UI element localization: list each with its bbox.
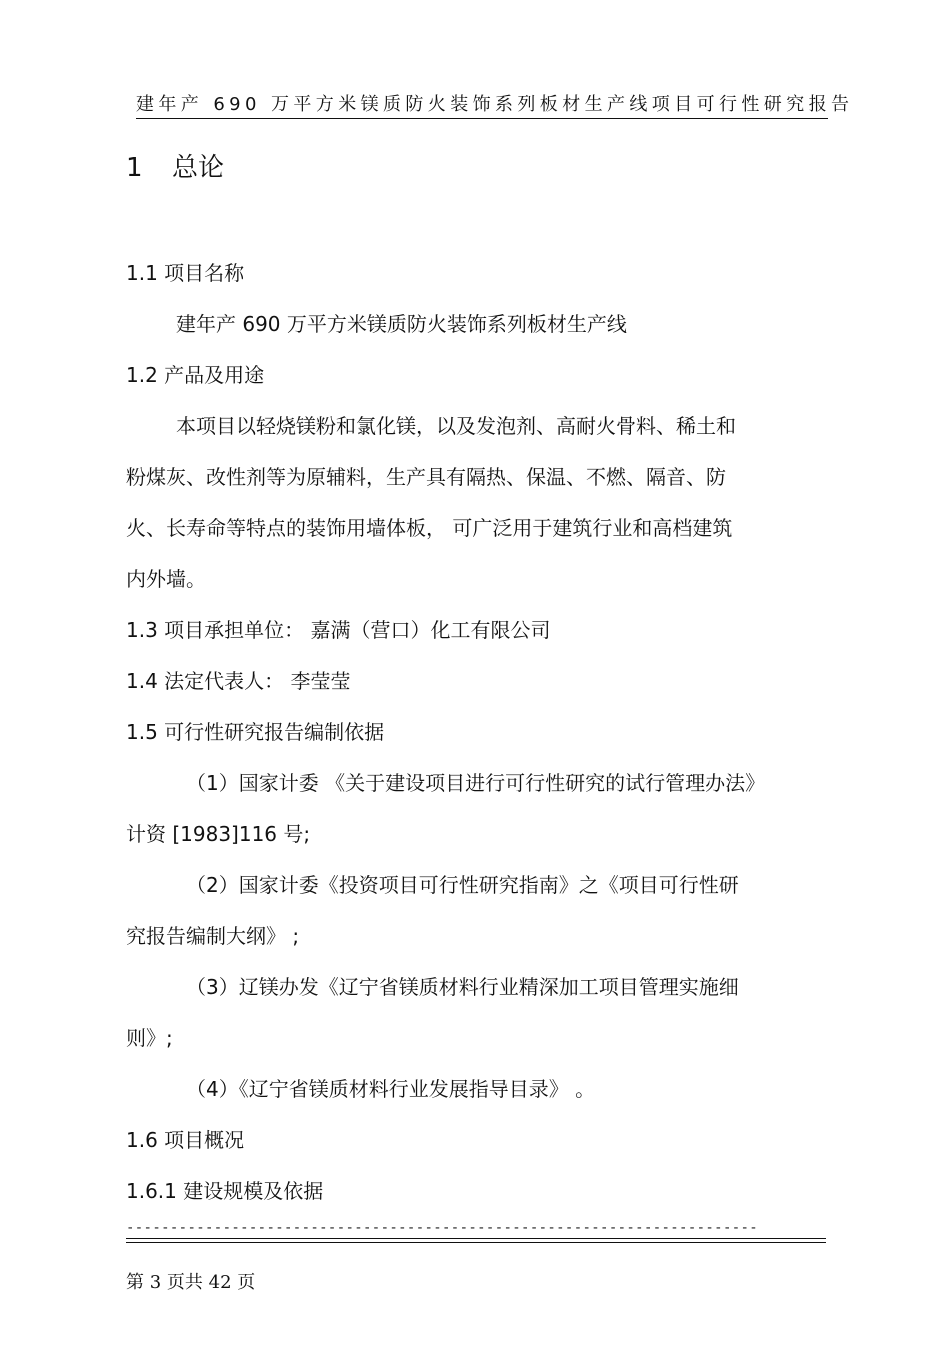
text-line: 1.6 项目概况 bbox=[126, 1128, 245, 1152]
text-line: 1.6.1 建设规模及依据 bbox=[126, 1179, 324, 1203]
text-line: 究报告编制大纲》 ; bbox=[126, 924, 300, 948]
page-number-footer: 第 3 页共 42 页 bbox=[126, 1272, 256, 1293]
footer-double-rule bbox=[126, 1238, 826, 1243]
text-line: （1）国家计委 《关于建设项目进行可行性研究的试行管理办法》 bbox=[186, 771, 766, 795]
text-line: 1.2 产品及用途 bbox=[126, 363, 265, 387]
dashed-separator: ------------------------------------------------------------------------ bbox=[126, 1220, 759, 1236]
text-line: 计资 [1983]116 号; bbox=[126, 822, 311, 846]
text-line: 1.4 法定代表人： 李莹莹 bbox=[126, 669, 351, 693]
text-line: 建年产 690 万平方米镁质防火装饰系列板材生产线 bbox=[176, 312, 627, 336]
text-line: 1.3 项目承担单位： 嘉满（营口）化工有限公司 bbox=[126, 618, 551, 642]
chapter-title: 总论 bbox=[172, 153, 225, 183]
chapter-heading bbox=[126, 150, 224, 186]
text-line: 内外墙。 bbox=[126, 567, 206, 591]
document-header-title: 建年产 690 万平方米镁质防火装饰系列板材生产线项目可行性研究报告 bbox=[136, 94, 854, 115]
header-underline bbox=[136, 118, 828, 119]
text-line: （4）《辽宁省镁质材料行业发展指导目录》 。 bbox=[186, 1077, 596, 1101]
text-line: 火、长寿命等特点的装饰用墙体板， 可广泛用于建筑行业和高档建筑 bbox=[126, 516, 733, 540]
text-line: （2）国家计委《投资项目可行性研究指南》之《项目可行性研 bbox=[186, 873, 739, 897]
text-line: 1.5 可行性研究报告编制依据 bbox=[126, 720, 385, 744]
chapter-number: 1 bbox=[126, 153, 143, 183]
text-line: 本项目以轻烧镁粉和氯化镁，以及发泡剂、高耐火骨料、稀土和 bbox=[176, 414, 736, 438]
text-line: 粉煤灰、改性剂等为原辅料，生产具有隔热、保温、不燃、隔音、防 bbox=[126, 465, 726, 489]
text-line: 1.1 项目名称 bbox=[126, 261, 245, 285]
text-line: 则》; bbox=[126, 1026, 173, 1050]
text-line: （3）辽镁办发《辽宁省镁质材料行业精深加工项目管理实施细 bbox=[186, 975, 739, 999]
